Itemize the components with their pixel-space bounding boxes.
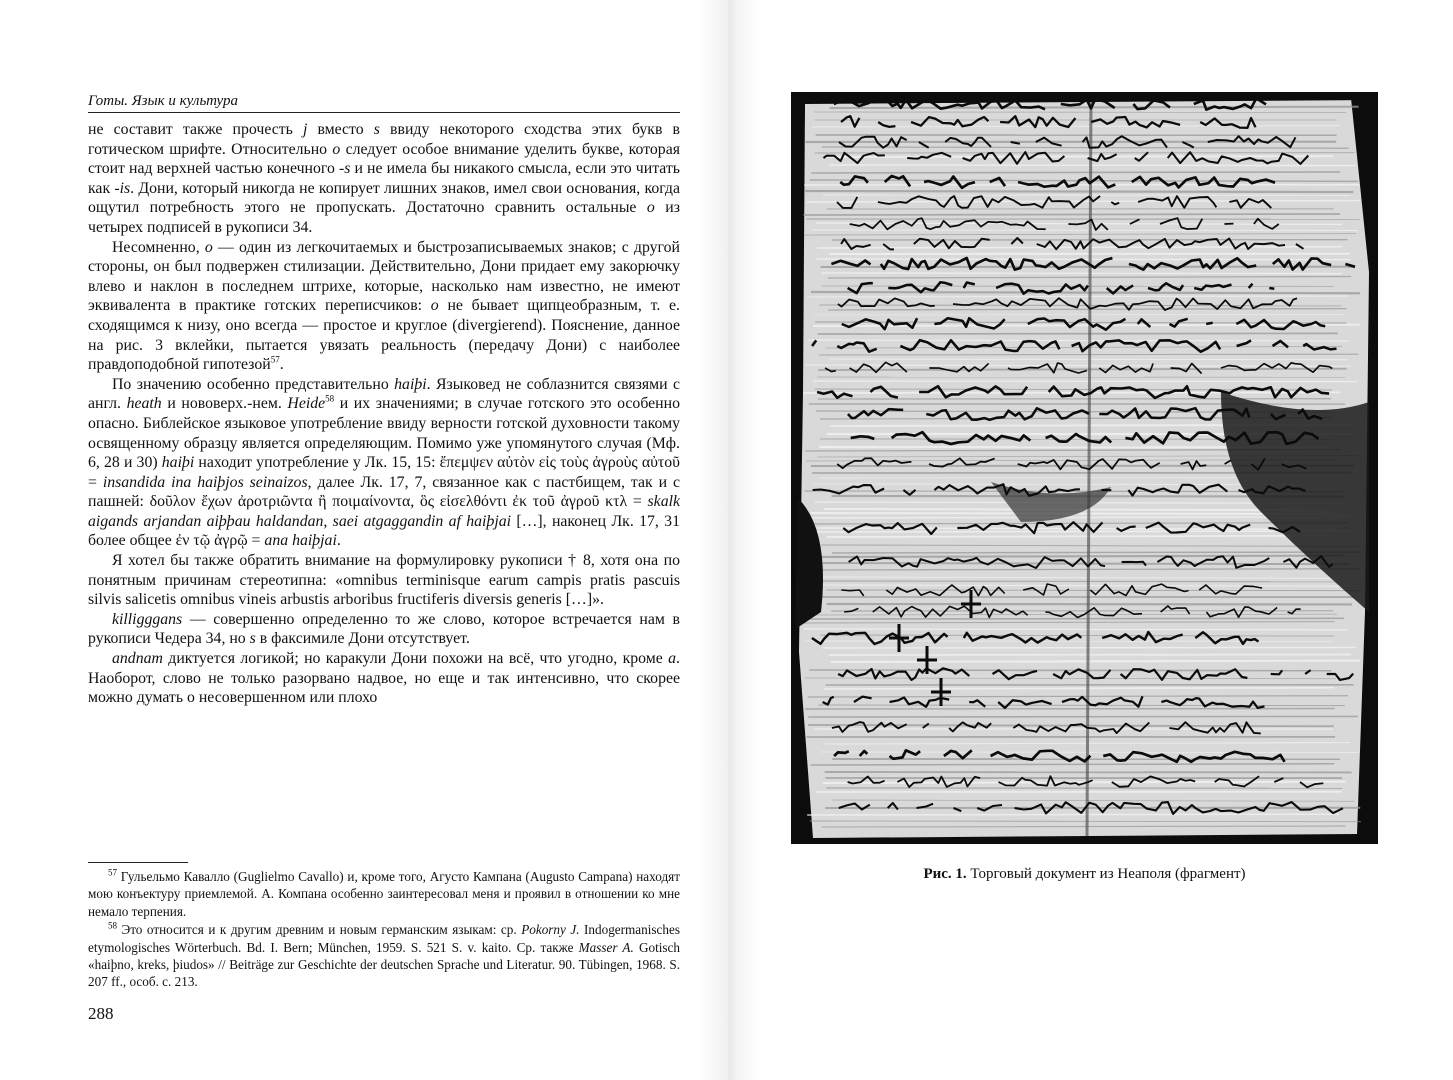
papyrus-fibre (809, 556, 1344, 557)
papyrus-fibre (832, 552, 1360, 553)
text-run: , далее Лк. 17, 7, связанное как с пастбищем, так и с пашней: δοῦλον ἔχων ἀροτριῶντα ἢ ποιμαίνοντα, ὃς εἰσελθόντι ἐκ τοῦ ἀγροῦ κτλ = (88, 473, 680, 511)
papyrus-fibre (818, 705, 1345, 706)
papyrus-fibre (813, 381, 1357, 382)
papyrus-fibre (811, 172, 1340, 173)
italic-text: insandida ina haiþjos seinaizos (102, 473, 308, 491)
text-run: Indogermanisches etymologisches Wörterbuch. Bd. I. Bern; München, 1959. S. 521 S. v. kaito. Ср. также (88, 922, 680, 955)
paragraph (88, 610, 680, 649)
papyrus-fibre (812, 230, 1358, 231)
book-gutter (700, 0, 760, 1080)
paragraph (88, 238, 680, 375)
figure-caption-text: Торговый документ из Неаполя (фрагмент) (970, 866, 1246, 882)
italic-text: s (373, 121, 380, 138)
papyrus-fibre (822, 581, 1339, 582)
italic-text: andnam (112, 650, 163, 668)
italic-text: Heide (287, 395, 326, 413)
body-text (88, 120, 680, 708)
italic-text: a (668, 650, 677, 668)
papyrus-fibre (811, 292, 1360, 293)
text-run: . Дони, который никогда не копирует лишних знаков, имел свои основания, когда ощутил потребность этого не пропускать. Достаточно сравнить остальные (88, 179, 680, 217)
footnotes (88, 868, 680, 992)
italic-text: killigggans (112, 610, 183, 628)
figure-caption (791, 864, 1378, 884)
papyrus-fibre (818, 333, 1338, 334)
paragraph (88, 649, 680, 708)
text-run: диктуется логикой; но каракули Дони похожи на всё, что угодно, кроме (162, 650, 669, 668)
italic-text: o (332, 140, 341, 158)
text-run: . Наоборот, слово не только разорвано надвое, но еще и так интенсивно, что скорее можно думать о несовершенном или плохо (88, 650, 680, 707)
page-number: 288 (88, 1004, 114, 1023)
manuscript-facsimile (791, 92, 1378, 844)
italic-text: s (249, 630, 256, 648)
italic-text: Pokorny J. (521, 922, 580, 938)
papyrus-fibre (821, 273, 1341, 274)
papyrus-fibre (810, 618, 1344, 619)
italic-text: -is (114, 179, 131, 197)
papyrus-fibre (803, 214, 1340, 215)
text-run: Gotisch «haiþno, kreks, þiudos» // Beiträge zur Geschichte der deutschen Sprache und Literatur. 90. Tübingen, 1968. S. 207 ff., особ. с. 213. (88, 939, 680, 990)
text-run: Я хотел бы также обратить внимание на формулировку рукописи † 8, хотя она по понятным причинам стереотипна: «omnibus terminisque earum campis pratis pascuis silvis salicetis omnibus vineis arbustis arboribus fructiferis diversis generis […]». (88, 552, 680, 609)
paragraph (88, 375, 680, 551)
text-run: и нововерх.-нем. (161, 395, 288, 413)
text-run: Это относится и к другим древним и новым германским языкам: ср. (117, 922, 522, 938)
papyrus-fibre (805, 191, 1353, 192)
italic-text: Masser A. (578, 939, 634, 955)
italic-text: skalk aigands arjandan aiþþau haldandan, saei atgaggandin af haiþjai (88, 493, 680, 530)
footnote-ref: 57 (270, 354, 280, 365)
papyrus-fibre (808, 716, 1358, 717)
text-run: […], наконец Лк. 17, 31 более общее ἐν τῷ ἀγρῷ = (88, 512, 680, 550)
italic-text: -s (338, 160, 351, 178)
text-run: — совершенно определенно то же слово, которое встречается нам в рукописи Чедера 34, но (88, 610, 680, 648)
papyrus-fibre (829, 165, 1355, 166)
text-run: Гульельмо Кавалло (Guglielmo Cavallo) и, кроме того, Агусто Кампана (Augusto Campana) находят мою конъектуру приемлемой. А. Компана особенно заинтересовал меня и проявил в отношении ко мне немало терпения. (88, 869, 680, 919)
running-head: Готы. Язык и культура (88, 90, 680, 113)
italic-text: o (204, 238, 213, 256)
papyrus-fibre (809, 670, 1331, 671)
text-run: не бывает щипцеобразным, т. е. сходящимся к низу, оно всегда — простое и круглое (divergierend). Пояснение, данное на рис. 3 вклейки, пытается увязать реальность (передачу Дони) с наиболее правдоподобной гипотезой (88, 297, 680, 374)
footnote-ref: 58 (108, 920, 117, 931)
italic-text: ana haiþjai (264, 532, 337, 550)
papyrus-fibre (804, 814, 1339, 815)
footnote-ref: 57 (108, 867, 117, 878)
papyrus-fibre (824, 156, 1334, 157)
italic-text: haiþi (161, 454, 195, 472)
text-run: . (279, 356, 284, 374)
text-run: из четырех подписей в рукописи 34. (88, 199, 680, 236)
text-run: вместо (307, 121, 374, 138)
text-run: . (336, 532, 341, 550)
papyrus-fibre (830, 107, 1359, 108)
text-run: не составит также прочесть (88, 121, 303, 138)
text-run: в факсимиле Дони отсутствует. (255, 630, 470, 648)
text-run: По значению особенно представительно (112, 375, 395, 393)
italic-text: j (302, 121, 308, 138)
text-run: Несомненно, (112, 238, 205, 256)
text-run: ввиду некоторого сходства этих букв в готическом шрифте. Относительно (88, 121, 681, 158)
text-run: . Языковед не соблазнится связями с англ. (88, 375, 680, 413)
text-run: — один из легкочитаемых и быстрозаписываемых знаков; с другой стороны, он был подвержен стилизации. Действительно, Дони придает ему закорючку влево и наклон в последнем штрихе, которые, насколько нам известно, не имеют эквивалента в практике готских переписчиков: (88, 238, 680, 315)
italic-text: o (646, 199, 655, 217)
manuscript-image (791, 92, 1378, 844)
footnote-ref: 58 (325, 394, 335, 405)
footnote (88, 921, 680, 991)
text-run: и не имела бы никакого смысла, если это читать как (88, 160, 680, 197)
text-run: и их значениями; в случае готского это особенно опасно. Библейское языковое употребление ввиду верности готской духовности такому освященному образцу является определяющим. Помимо уже упомянутого случая (Мф. 6, 28 и 30) (88, 395, 680, 472)
footnote-rule (88, 862, 188, 863)
paragraph (88, 120, 680, 238)
italic-text: haiþi (394, 375, 427, 393)
papyrus-fibre (831, 661, 1360, 662)
italic-text: o (430, 297, 439, 315)
papyrus-fibre (826, 590, 1359, 591)
italic-text: heath (126, 395, 162, 413)
left-page (88, 90, 680, 1050)
footnote (88, 868, 680, 920)
papyrus-fibre (818, 369, 1346, 370)
text-run: следует особое внимание уделить букве, которая стоит над верхней частью конечного (88, 140, 680, 178)
text-run: находит употребление у Лк. 15, 15: ἔπεμψεν αὐτὸν εἰς τοὺς ἀγροὺς αὐτοῦ = (88, 454, 680, 491)
figure-label: Рис. 1. (923, 866, 967, 882)
paragraph (88, 551, 680, 610)
